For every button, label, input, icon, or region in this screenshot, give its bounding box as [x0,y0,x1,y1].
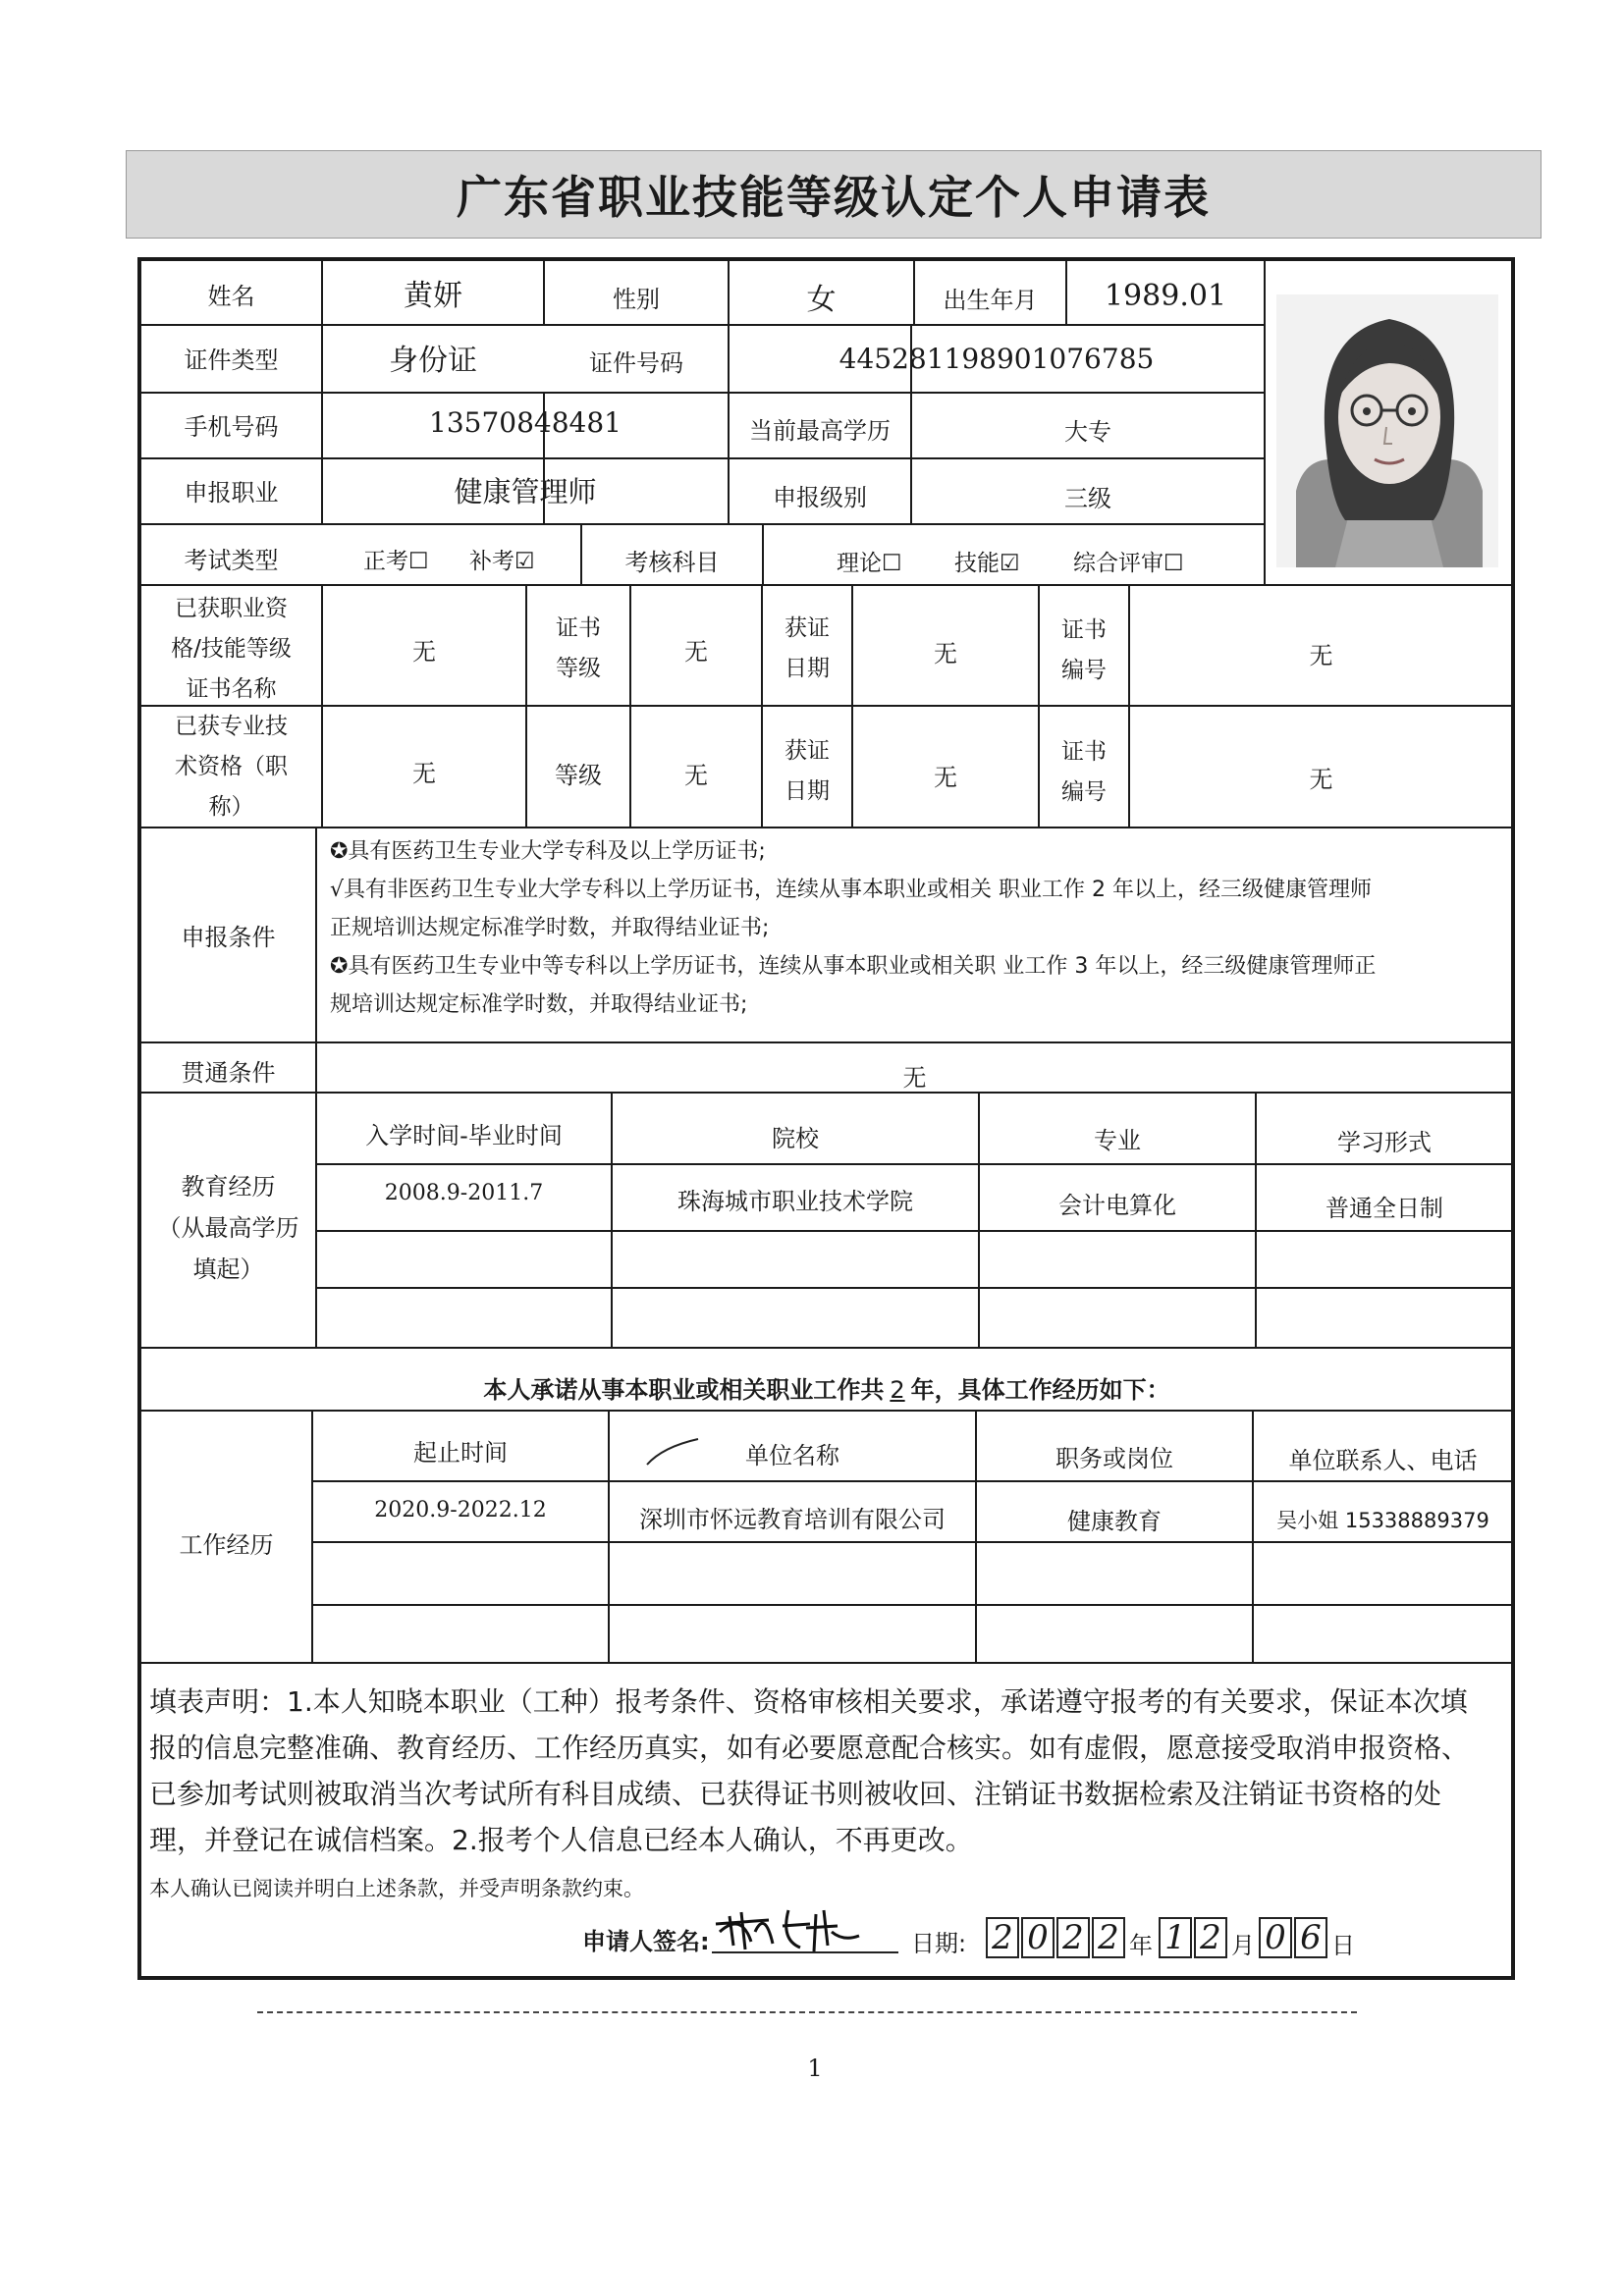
grid-line [139,705,1512,707]
year-digit-box[interactable]: 2 [1056,1917,1090,1958]
condition-line: ✪具有医药卫生专业中等专科以上学历证书，连续从事本职业或相关职 业工作 3 年以上，经三级健康管理师正 [330,954,1377,979]
grid-line [311,1541,1512,1543]
education-label: 教育经历 （从最高学历 填起） [157,1173,299,1283]
exam-subject-label: 考核科目 [624,549,720,576]
through-value: 无 [902,1064,927,1092]
condition-line: 规培训达规定标准学时数，并取得结业证书; [330,992,748,1017]
year-digit-box[interactable]: 0 [1021,1917,1055,1958]
signature-field[interactable] [712,1910,898,1953]
phone-value: 13570848481 [429,406,622,439]
cert2-date-label: 获证 日期 [784,738,830,804]
pen-mark [643,1435,702,1470]
work-cell: 健康教育 [1067,1508,1162,1535]
month-digit-box[interactable]: 1 [1159,1917,1192,1958]
declaration [149,1679,1492,1863]
declaration-line: 报的信息完整准确、教育经历、工作经历真实，如有必要愿意配合核实。如有虚假，愿意接受取消申报资格、 [149,1732,1470,1764]
grid-line [139,584,1512,586]
cut-line [257,2011,1357,2013]
cert1-date: 无 [934,640,957,667]
month-digit-box[interactable]: 2 [1194,1917,1227,1958]
cert1-date-label: 获证 日期 [784,615,830,681]
applicant-photo [1276,294,1498,567]
cert2-level: 无 [684,762,708,789]
cert1-name: 无 [412,638,436,666]
grid-line [139,1347,1512,1349]
subject-comprehensive[interactable]: 综合评审☐ [1073,551,1184,576]
day-unit: 日 [1331,1932,1355,1959]
cert1-no: 无 [1309,642,1333,669]
day-digit-box[interactable]: 0 [1259,1917,1292,1958]
phone-label: 手机号码 [184,413,279,441]
edu-header-mode: 学习形式 [1337,1129,1432,1156]
through-label: 贯通条件 [181,1059,276,1087]
work-header-position: 职务或岗位 [1055,1445,1173,1472]
cert2-no: 无 [1309,766,1333,793]
cert2-no-label: 证书 编号 [1061,739,1107,805]
declaration-confirm: 本人确认已阅读并明白上述条款，并受声明条款约束。 [149,1877,644,1900]
page-title: 广东省职业技能等级认定个人申请表 [457,171,1211,224]
grid-line [311,1604,1512,1606]
id-no-label: 证件号码 [589,349,683,377]
pledge-years: 2 [890,1376,905,1404]
edu-cell: 珠海城市职业技术学院 [677,1188,913,1215]
work-header-period: 起止时间 [413,1439,508,1467]
year-digit-box[interactable]: 2 [986,1917,1019,1958]
grid-line [762,525,764,586]
work-label: 工作经历 [179,1531,274,1559]
id-type-value: 身份证 [389,344,477,378]
grid-line [311,1480,1512,1482]
level-value: 三级 [1064,485,1111,512]
id-no-value: 445281198901076785 [839,343,1155,375]
year-unit: 年 [1129,1932,1153,1959]
occupation-label: 申报职业 [184,479,279,507]
work-cell: 深圳市怀远教育培训有限公司 [639,1506,946,1533]
work-header-contact: 单位联系人、电话 [1288,1447,1478,1474]
condition-line: ✪具有医药卫生专业大学专科及以上学历证书; [330,839,766,864]
exam-type-makeup[interactable]: 补考☑ [469,549,535,574]
edu-header-school: 院校 [772,1125,819,1152]
birth-value: 1989.01 [1104,279,1227,313]
grid-line [315,1230,1512,1232]
grid-line [139,523,1265,525]
name-value: 黄妍 [404,279,462,313]
page-number: 1 [807,2055,823,2082]
month-unit: 月 [1231,1932,1255,1959]
grid-line [321,586,323,828]
occupation-value: 健康管理师 [454,475,597,508]
grid-line [315,1287,1512,1289]
cert1-level-label: 证书 等级 [556,615,601,681]
education-value: 大专 [1064,418,1111,446]
year-digit-box[interactable]: 2 [1092,1917,1125,1958]
condition-line: 正规培训达规定标准学时数，并取得结业证书; [330,916,770,940]
grid-line [139,827,1512,828]
grid-line [1264,260,1266,586]
grid-line [315,1163,1512,1165]
day-digit-box[interactable]: 6 [1294,1917,1327,1958]
grid-line [139,1662,1512,1664]
education-label: 当前最高学历 [749,417,891,445]
conditions-label: 申报条件 [181,924,276,951]
handwritten-signature [712,1902,898,1957]
cert2-label: 已获专业技 术资格（职 称） [175,714,288,820]
declaration-line: 理，并登记在诚信档案。2.报考个人信息已经本人确认，不再更改。 [149,1824,973,1856]
id-type-label: 证件类型 [184,347,279,374]
cert1-level: 无 [684,638,708,666]
work-header-company: 单位名称 [745,1442,839,1469]
grid-line [139,457,1265,459]
level-label: 申报级别 [773,484,867,511]
edu-header-major: 专业 [1094,1127,1141,1154]
gender-value: 女 [806,283,837,317]
title-bar [126,150,1542,239]
edu-cell: 普通全日制 [1325,1195,1443,1222]
subject-skill[interactable]: 技能☑ [954,551,1020,576]
grid-line [139,392,1265,394]
cert1-label: 已获职业资 格/技能等级 证书名称 [171,596,292,702]
declaration-line: 已参加考试则被取消当次考试所有科目成绩、已获得证书则被收回、注销证书数据检索及注销证书资格的处 [149,1778,1442,1810]
grid-line [629,586,631,828]
gender-label: 性别 [613,286,660,313]
edu-header-period: 入学时间-毕业时间 [365,1122,563,1149]
cert2-level-label: 等级 [555,762,602,789]
work-cell: 2020.9-2022.12 [374,1498,547,1522]
name-label: 姓名 [207,283,255,310]
condition-line: √具有非医药卫生专业大学专科以上学历证书，连续从事本职业或相关 职业工作 2 年以上，经三级健康管理师 [330,878,1372,902]
exam-type-regular[interactable]: 正考☐ [363,549,429,574]
birth-label: 出生年月 [943,287,1038,314]
grid-line [139,324,1265,326]
declaration-line: 填表声明：1.本人知晓本职业（工种）报考条件、资格审核相关要求，承诺遵守报考的有关要求，保证本次填 [149,1685,1468,1718]
date-label: 日期: [911,1930,967,1957]
cert2-name: 无 [412,760,436,787]
work-pledge: 本人承诺从事本职业或相关职业工作共 2 年，具体工作经历如下： [483,1376,1170,1404]
edu-cell: 2008.9-2011.7 [384,1181,544,1205]
grid-line [139,1041,1512,1043]
signature-label: 申请人签名: [582,1928,710,1955]
subject-theory[interactable]: 理论☐ [837,551,902,576]
edu-cell: 会计电算化 [1058,1192,1176,1219]
work-cell: 吴小姐 15338889379 [1276,1509,1489,1532]
grid-line [139,1410,1512,1412]
exam-type-label: 考试类型 [184,547,279,574]
cert2-date: 无 [934,764,957,791]
conditions-text [330,832,1508,1024]
cert1-no-label: 证书 编号 [1061,617,1107,683]
